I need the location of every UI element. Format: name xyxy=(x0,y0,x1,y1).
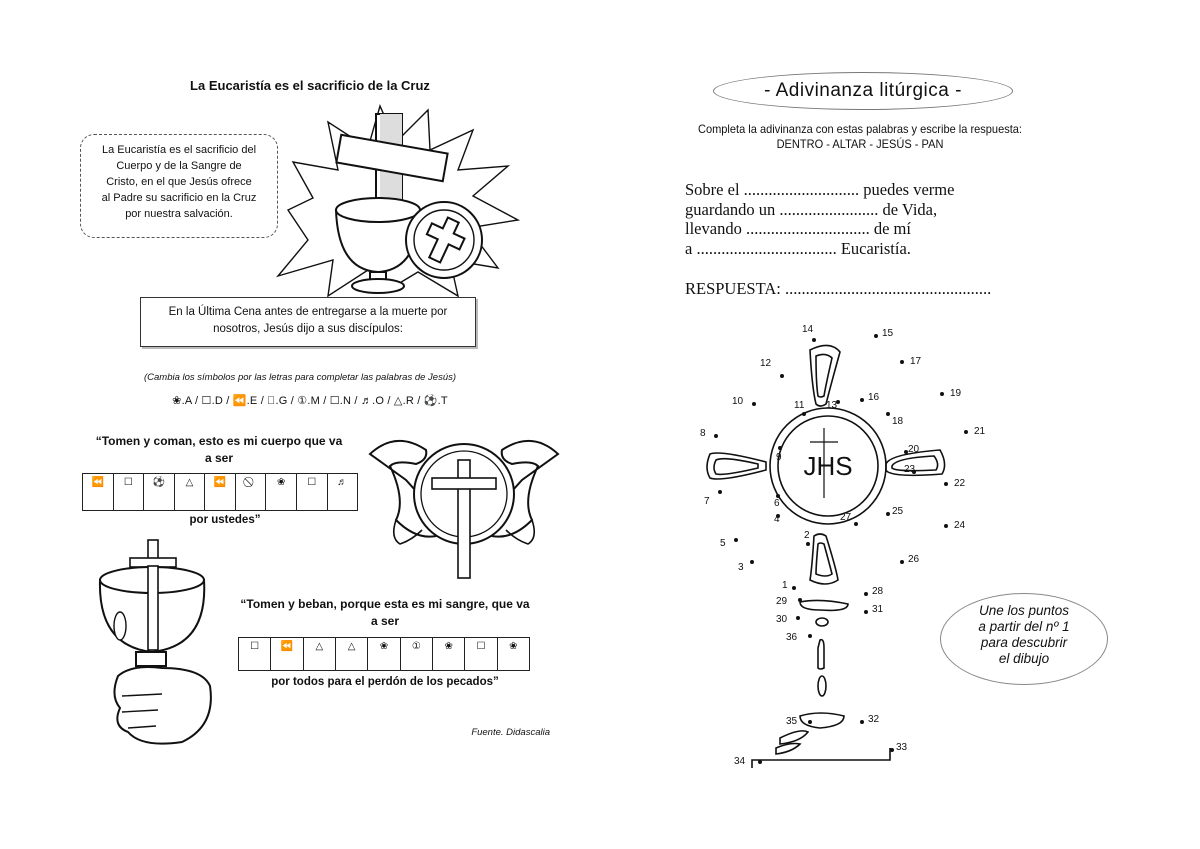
cipher-row-body[interactable] xyxy=(82,473,358,511)
quote-body-line: “Tomen y coman, esto es mi cuerpo que va xyxy=(95,434,343,448)
dot-number-label: 14 xyxy=(802,324,814,335)
cipher-cell[interactable]: ⏪ xyxy=(83,474,114,510)
cipher-cell[interactable]: ❀ xyxy=(368,638,400,670)
cipher-cell[interactable]: ☐ xyxy=(465,638,497,670)
dot-number-label: 12 xyxy=(760,358,772,369)
definition-line: La Eucaristía es el sacrificio del xyxy=(101,144,257,156)
dot-point[interactable] xyxy=(798,598,802,602)
quote-body-end: por ustedes” xyxy=(189,514,261,526)
dot-number-label: 28 xyxy=(872,586,884,597)
dot-point[interactable] xyxy=(864,592,868,596)
dot-number-label: 1 xyxy=(782,580,788,591)
dot-number-label: 35 xyxy=(786,716,798,727)
quote-blood-line: a ser xyxy=(370,614,400,628)
dot-point[interactable] xyxy=(900,360,904,364)
dot-number-label: 4 xyxy=(774,514,780,525)
dot-number-label: 36 xyxy=(786,632,798,643)
dot-number-label: 20 xyxy=(908,444,920,455)
dot-point[interactable] xyxy=(886,512,890,516)
definition-line: al Padre su sacrificio en la Cruz xyxy=(101,192,257,204)
riddle-line[interactable]: a .................................. Eucaristía. xyxy=(685,238,911,258)
dot-point[interactable] xyxy=(714,434,718,438)
dot-point[interactable] xyxy=(864,610,868,614)
dot-point[interactable] xyxy=(718,490,722,494)
cipher-cell[interactable]: ♬ xyxy=(337,477,348,488)
dot-point[interactable] xyxy=(778,446,782,450)
jhs-monogram: JHS xyxy=(803,451,853,481)
hint-line: el dibujo xyxy=(998,651,1050,666)
chalice-with-hand-illustration xyxy=(92,536,222,750)
dot-point[interactable] xyxy=(812,338,816,342)
dot-number-label: 9 xyxy=(776,452,782,463)
dot-point[interactable] xyxy=(890,748,894,752)
cipher-cell[interactable]: △ xyxy=(175,474,206,510)
dot-point[interactable] xyxy=(860,720,864,724)
dot-number-label: 18 xyxy=(892,416,904,427)
dot-point[interactable] xyxy=(944,524,948,528)
hint-bubble xyxy=(940,593,1108,685)
dot-point[interactable] xyxy=(886,412,890,416)
dot-number-label: 22 xyxy=(954,478,966,489)
riddle-instruction-line: Completa la adivinanza con estas palabras y escribe la respuesta: xyxy=(697,122,1023,136)
right-page xyxy=(600,0,1200,849)
dot-number-label: 29 xyxy=(776,596,788,607)
dot-number-label: 8 xyxy=(700,428,706,439)
dot-number-label: 34 xyxy=(734,756,746,767)
cipher-instruction: (Cambia los símbolos por las letras para completar las palabras de Jesús) xyxy=(143,372,457,383)
source-credit: Fuente. Didascalia xyxy=(471,727,550,738)
dot-number-label: 33 xyxy=(896,742,908,753)
left-page-title: La Eucaristía es el sacrificio de la Cruz xyxy=(190,78,430,93)
dot-number-label: 21 xyxy=(974,426,986,437)
cross-chalice-host-illustration xyxy=(268,100,528,296)
dot-point[interactable] xyxy=(802,412,806,416)
quote-blood-line: “Tomen y beban, porque esta es mi sangre, que va xyxy=(240,597,530,611)
dot-number-label: 32 xyxy=(868,714,880,725)
cipher-cell[interactable]: △ xyxy=(304,638,336,670)
dot-number-label: 16 xyxy=(868,392,880,403)
hint-line: a partir del nº 1 xyxy=(978,619,1070,634)
dot-point[interactable] xyxy=(860,398,864,402)
last-supper-line: En la Última Cena antes de entregarse a la muerte por xyxy=(168,306,448,318)
dot-point[interactable] xyxy=(752,402,756,406)
dot-point[interactable] xyxy=(900,560,904,564)
riddle-instruction xyxy=(667,122,1053,152)
dot-number-label: 15 xyxy=(882,328,894,339)
connect-the-dots-monstrance[interactable] xyxy=(680,318,986,778)
cipher-cell[interactable]: ① xyxy=(401,638,433,670)
hint-line: para descubrir xyxy=(980,635,1068,650)
definition-box xyxy=(80,134,278,238)
cipher-row-blood[interactable] xyxy=(238,637,530,671)
answer-line[interactable]: RESPUESTA: .................................................. xyxy=(685,279,992,298)
dot-number-label: 23 xyxy=(904,464,916,475)
dot-number-label: 5 xyxy=(720,538,726,549)
quote-body xyxy=(84,433,354,467)
dot-point[interactable] xyxy=(874,334,878,338)
dot-number-label: 6 xyxy=(774,498,780,509)
cipher-cell[interactable] xyxy=(236,474,267,510)
riddle-line[interactable]: Sobre el ............................ puedes verme xyxy=(685,180,955,199)
dot-number-label: 25 xyxy=(892,506,904,517)
cipher-cell[interactable]: ⏪ xyxy=(205,474,236,510)
dot-point[interactable] xyxy=(854,522,858,526)
dot-number-label: 26 xyxy=(908,554,920,565)
cipher-cell[interactable]: ☐ xyxy=(239,638,271,670)
dot-point[interactable] xyxy=(964,430,968,434)
last-supper-box xyxy=(140,297,476,347)
quote-body-line: a ser xyxy=(204,451,234,465)
last-supper-line: nosotros, Jesús dijo a sus discípulos: xyxy=(213,323,403,335)
dot-point[interactable] xyxy=(944,482,948,486)
quote-blood-end: por todos para el perdón de los pecados” xyxy=(271,676,499,688)
dot-point[interactable] xyxy=(808,720,812,724)
dot-number-label: 10 xyxy=(732,396,744,407)
dot-number-label: 11 xyxy=(794,400,805,411)
dot-number-label: 7 xyxy=(704,496,710,507)
dot-number-label: 30 xyxy=(776,614,788,625)
dot-layer[interactable] xyxy=(700,324,986,767)
riddle-line[interactable]: guardando un ........................ de Vida, xyxy=(685,199,938,219)
dot-point[interactable] xyxy=(792,586,796,590)
hands-holding-host-illustration xyxy=(366,420,562,580)
dot-number-label: 19 xyxy=(950,388,962,399)
hint-line: Une los puntos xyxy=(978,603,1070,618)
cipher-cell[interactable]: ❀ xyxy=(266,474,297,510)
dot-point[interactable] xyxy=(780,374,784,378)
cipher-cell[interactable]: ☐ xyxy=(297,474,328,510)
dot-point[interactable] xyxy=(808,634,812,638)
dot-number-label: 17 xyxy=(910,356,922,367)
dot-point[interactable] xyxy=(734,538,738,542)
dot-point[interactable] xyxy=(750,560,754,564)
cipher-cell[interactable]: △ xyxy=(336,638,368,670)
cipher-legend: ❀.A / ☐.D / ⏪.E / ⃠.G / ①.M / ☐.N / ♬.O / △.R / ⚽.T xyxy=(172,395,448,407)
dot-point[interactable] xyxy=(940,392,944,396)
dot-number-label: 27 xyxy=(840,512,852,523)
dot-number-label: 2 xyxy=(804,530,810,541)
cipher-cell[interactable]: ❀ xyxy=(433,638,465,670)
riddle-text[interactable] xyxy=(685,180,1085,258)
dot-number-label: 3 xyxy=(738,562,744,573)
dot-number-label: 31 xyxy=(872,604,884,615)
definition-line: por nuestra salvación. xyxy=(125,208,233,220)
riddle-title: - Adivinanza litúrgica - xyxy=(713,72,1013,110)
definition-line: Cuerpo y de la Sangre de xyxy=(116,160,242,172)
cipher-cell[interactable]: ❀ xyxy=(509,641,518,652)
definition-line: Cristo, en el que Jesús ofrece xyxy=(106,176,252,188)
cipher-cell[interactable]: ☐ xyxy=(114,474,145,510)
dot-number-label: 13 xyxy=(826,400,838,411)
dot-number-label: 24 xyxy=(954,520,966,531)
dot-point[interactable] xyxy=(758,760,762,764)
dot-point[interactable] xyxy=(806,542,810,546)
cipher-cell[interactable]: ⏪ xyxy=(271,638,303,670)
riddle-line[interactable]: llevando .............................. de mí xyxy=(685,219,911,238)
dot-point[interactable] xyxy=(796,616,800,620)
cipher-cell[interactable]: ⚽ xyxy=(144,474,175,510)
riddle-word-list: DENTRO - ALTAR - JESÚS - PAN xyxy=(776,137,944,151)
quote-blood xyxy=(232,596,538,630)
